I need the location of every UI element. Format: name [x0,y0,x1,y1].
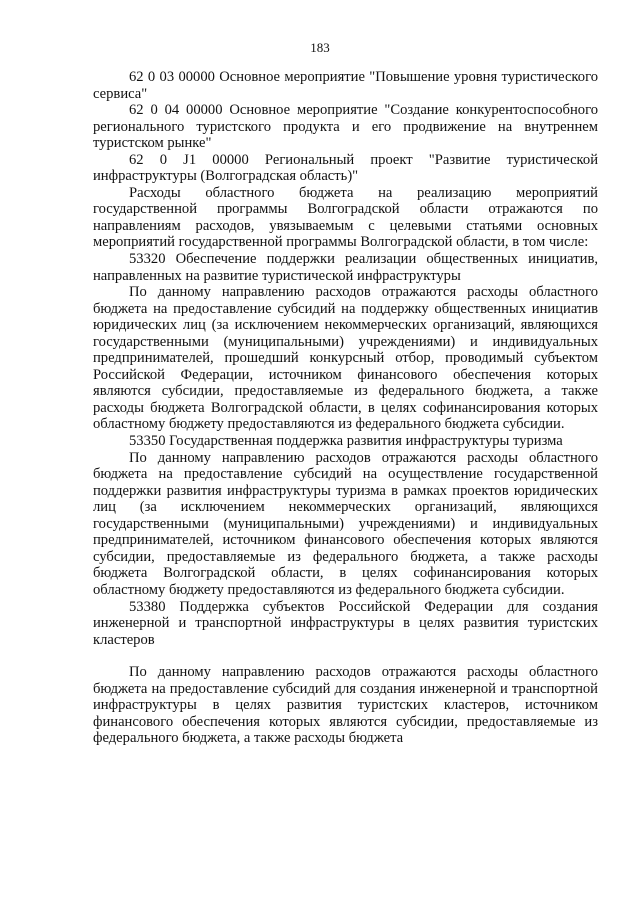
document-body [93,69,598,747]
paragraph-event-03: 62 0 03 00000 Основное мероприятие "Повышение уровня туристического сервиса" [93,69,598,102]
paragraph-body-53380: По данному направлению расходов отражаются расходы областного бюджета на предоставление субсидий для создания инженерной и транспортной инфраструктуры в целях развития туристских кластеров, источником финансового обеспечения которых являются субсидии, предоставляемые из федерального бюджета, а также расходы бюджета [93,664,598,747]
paragraph-event-04: 62 0 04 00000 Основное мероприятие "Создание конкурентоспособного регионального туристского продукта и его продвижение на внутреннем туристском рынке" [93,102,598,152]
paragraph-expenses-intro: Расходы областного бюджета на реализацию мероприятий государственной программы Волгоградской области отражаются по направлениям расходов, увязываемым с целевыми статьями основных мероприятий государственной программы Волгоградской области, в том числе: [93,184,598,251]
paragraph-project-j1: 62 0 J1 00000 Региональный проект "Развитие туристической инфраструктуры (Волгоградская область)" [93,151,598,185]
paragraph-body-53350: По данному направлению расходов отражаются расходы областного бюджета на предоставление субсидий на осуществление государственной поддержки развития инфраструктуры туризма в рамках проектов юридических лиц (за исключением некоммерческих организаций, являющихся государственными (муниципальными) учреждениями) и индивидуальных предпринимателей, источником финансового обеспечения которых являются субсидии, предоставляемые из федерального бюджета, а также расходы бюджета Волгоградской области, в целях софинансирования которых областному бюджету предоставляются из федерального бюджета субсидии. [93,449,598,598]
paragraph-heading-53320: 53320 Обеспечение поддержки реализации общественных инициатив, направленных на развитие туристической инфраструктуры [93,251,598,284]
paragraph-heading-53380: 53380 Поддержка субъектов Российской Федерации для создания инженерной и транспортной инфраструктуры в целях развития туристских кластеров [93,598,598,648]
paragraph-body-53320: По данному направлению расходов отражаются расходы областного бюджета на предоставление субсидий на поддержку общественных инициатив юридических лиц (за исключением некоммерческих организаций, являющихся государственными (муниципальными) учреждениями) и индивидуальных предпринимателей, прошедший конкурсный отбор, проводимый субъектом Российской Федерации, источником финансового обеспечения которых являются субсидии, предоставляемые из федерального бюджета, а также расходы бюджета Волгоградской области, в целях софинансирования которых областному бюджету предоставляются из федерального бюджета субсидии. [93,284,598,433]
page-number: 183 [310,40,330,55]
paragraph-heading-53350: 53350 Государственная поддержка развития инфраструктуры туризма [129,433,563,450]
